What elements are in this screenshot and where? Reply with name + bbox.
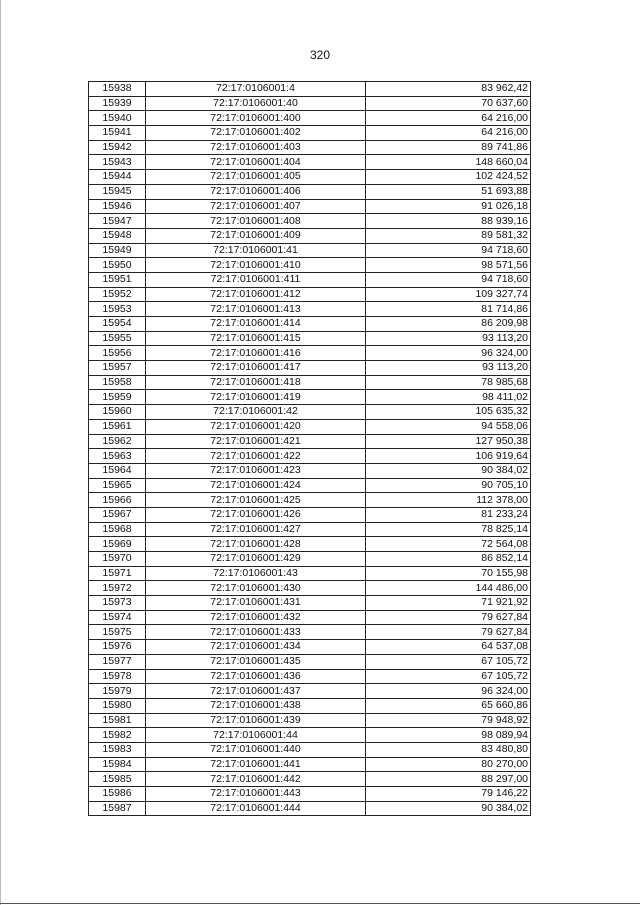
cadastral-value-cell: 90 705,10 [366, 478, 531, 493]
table-row [89, 82, 531, 97]
cadastral-number-cell: 72:17:0106001:419 [146, 390, 366, 405]
row-number-cell: 15955 [89, 331, 146, 346]
cadastral-value-cell: 112 378,00 [366, 493, 531, 508]
cadastral-number-cell: 72:17:0106001:411 [146, 272, 366, 287]
cadastral-value-cell: 90 384,02 [366, 801, 531, 816]
row-number-cell: 15980 [89, 698, 146, 713]
table-row [89, 243, 531, 258]
table-row [89, 96, 531, 111]
row-number-cell: 15964 [89, 463, 146, 478]
row-number-cell: 15977 [89, 654, 146, 669]
cadastral-value-cell: 89 581,32 [366, 228, 531, 243]
cadastral-number-cell: 72:17:0106001:422 [146, 449, 366, 464]
cadastral-value-cell: 89 741,86 [366, 140, 531, 155]
cadastral-number-cell: 72:17:0106001:416 [146, 346, 366, 361]
cadastral-number-cell: 72:17:0106001:431 [146, 596, 366, 611]
row-number-cell: 15963 [89, 449, 146, 464]
page-number: 320 [309, 48, 331, 62]
cadastral-number-cell: 72:17:0106001:418 [146, 375, 366, 390]
table-row [89, 728, 531, 743]
row-number-cell: 15976 [89, 640, 146, 655]
cadastral-number-cell: 72:17:0106001:438 [146, 698, 366, 713]
table-row [89, 640, 531, 655]
cadastral-number-cell: 72:17:0106001:432 [146, 610, 366, 625]
row-number-cell: 15983 [89, 742, 146, 757]
table-row [89, 507, 531, 522]
cadastral-number-cell: 72:17:0106001:423 [146, 463, 366, 478]
row-number-cell: 15967 [89, 507, 146, 522]
row-number-cell: 15944 [89, 170, 146, 185]
cadastral-number-cell: 72:17:0106001:414 [146, 317, 366, 332]
table-row [89, 772, 531, 787]
row-number-cell: 15949 [89, 243, 146, 258]
cadastral-number-cell: 72:17:0106001:412 [146, 287, 366, 302]
table-row [89, 669, 531, 684]
cadastral-number-cell: 72:17:0106001:417 [146, 361, 366, 376]
table-row [89, 566, 531, 581]
table-row [89, 317, 531, 332]
cadastral-number-cell: 72:17:0106001:427 [146, 522, 366, 537]
cadastral-value-cell: 98 089,94 [366, 728, 531, 743]
cadastral-number-cell: 72:17:0106001:424 [146, 478, 366, 493]
table-row [89, 170, 531, 185]
cadastral-value-cell: 79 146,22 [366, 787, 531, 802]
cadastral-value-cell: 94 718,60 [366, 243, 531, 258]
cadastral-number-cell: 72:17:0106001:404 [146, 155, 366, 170]
table-row [89, 111, 531, 126]
cadastral-number-cell: 72:17:0106001:420 [146, 419, 366, 434]
table-row [89, 199, 531, 214]
table-row [89, 302, 531, 317]
cadastral-number-cell: 72:17:0106001:441 [146, 757, 366, 772]
cadastral-number-cell: 72:17:0106001:439 [146, 713, 366, 728]
cadastral-value-cell: 98 411,02 [366, 390, 531, 405]
cadastral-number-cell: 72:17:0106001:430 [146, 581, 366, 596]
table-row [89, 596, 531, 611]
row-number-cell: 15982 [89, 728, 146, 743]
row-number-cell: 15962 [89, 434, 146, 449]
table-row [89, 434, 531, 449]
row-number-cell: 15987 [89, 801, 146, 816]
cadastral-value-cell: 98 571,56 [366, 258, 531, 273]
cadastral-number-cell: 72:17:0106001:421 [146, 434, 366, 449]
table-row [89, 757, 531, 772]
cadastral-value-cell: 81 714,86 [366, 302, 531, 317]
cadastral-value-cell: 64 537,08 [366, 640, 531, 655]
cadastral-number-cell: 72:17:0106001:43 [146, 566, 366, 581]
page-left-edge [0, 0, 1, 905]
cadastral-number-cell: 72:17:0106001:415 [146, 331, 366, 346]
row-number-cell: 15946 [89, 199, 146, 214]
row-number-cell: 15960 [89, 405, 146, 420]
cadastral-value-cell: 79 627,84 [366, 625, 531, 640]
row-number-cell: 15956 [89, 346, 146, 361]
table-row [89, 625, 531, 640]
table-row [89, 684, 531, 699]
cadastral-value-cell: 102 424,52 [366, 170, 531, 185]
table-row [89, 126, 531, 141]
row-number-cell: 15961 [89, 419, 146, 434]
cadastral-value-cell: 64 216,00 [366, 126, 531, 141]
cadastral-number-cell: 72:17:0106001:433 [146, 625, 366, 640]
cadastral-number-cell: 72:17:0106001:413 [146, 302, 366, 317]
row-number-cell: 15972 [89, 581, 146, 596]
table-row [89, 287, 531, 302]
table-row [89, 346, 531, 361]
table-row [89, 742, 531, 757]
table-row [89, 449, 531, 464]
table-row [89, 390, 531, 405]
cadastral-number-cell: 72:17:0106001:409 [146, 228, 366, 243]
page-bottom-edge [0, 903, 640, 904]
row-number-cell: 15981 [89, 713, 146, 728]
cadastral-value-cell: 86 209,98 [366, 317, 531, 332]
cadastral-number-cell: 72:17:0106001:437 [146, 684, 366, 699]
table-row [89, 272, 531, 287]
row-number-cell: 15953 [89, 302, 146, 317]
row-number-cell: 15943 [89, 155, 146, 170]
cadastral-number-cell: 72:17:0106001:444 [146, 801, 366, 816]
table-row [89, 537, 531, 552]
cadastral-value-cell: 70 637,60 [366, 96, 531, 111]
table-row [89, 522, 531, 537]
cadastral-value-cell: 127 950,38 [366, 434, 531, 449]
row-number-cell: 15959 [89, 390, 146, 405]
cadastral-value-cell: 65 660,86 [366, 698, 531, 713]
table-row [89, 405, 531, 420]
cadastral-value-table [88, 81, 531, 816]
cadastral-number-cell: 72:17:0106001:407 [146, 199, 366, 214]
cadastral-value-cell: 105 635,32 [366, 405, 531, 420]
cadastral-value-cell: 144 486,00 [366, 581, 531, 596]
cadastral-number-cell: 72:17:0106001:4 [146, 82, 366, 97]
cadastral-value-cell: 83 480,80 [366, 742, 531, 757]
cadastral-value-cell: 67 105,72 [366, 654, 531, 669]
cadastral-value-cell: 79 948,92 [366, 713, 531, 728]
table-row [89, 258, 531, 273]
row-number-cell: 15940 [89, 111, 146, 126]
table-row [89, 713, 531, 728]
table-row [89, 478, 531, 493]
cadastral-number-cell: 72:17:0106001:429 [146, 552, 366, 567]
cadastral-number-cell: 72:17:0106001:425 [146, 493, 366, 508]
row-number-cell: 15970 [89, 552, 146, 567]
cadastral-value-cell: 88 939,16 [366, 214, 531, 229]
cadastral-number-cell: 72:17:0106001:41 [146, 243, 366, 258]
table-row [89, 331, 531, 346]
row-number-cell: 15984 [89, 757, 146, 772]
row-number-cell: 15979 [89, 684, 146, 699]
cadastral-number-cell: 72:17:0106001:440 [146, 742, 366, 757]
cadastral-value-cell: 80 270,00 [366, 757, 531, 772]
row-number-cell: 15973 [89, 596, 146, 611]
table-row [89, 801, 531, 816]
cadastral-value-cell: 86 852,14 [366, 552, 531, 567]
table-row [89, 463, 531, 478]
row-number-cell: 15951 [89, 272, 146, 287]
cadastral-value-cell: 94 718,60 [366, 272, 531, 287]
cadastral-value-cell: 94 558,06 [366, 419, 531, 434]
cadastral-value-cell: 64 216,00 [366, 111, 531, 126]
cadastral-value-cell: 93 113,20 [366, 331, 531, 346]
cadastral-number-cell: 72:17:0106001:442 [146, 772, 366, 787]
cadastral-value-cell: 90 384,02 [366, 463, 531, 478]
cadastral-number-cell: 72:17:0106001:44 [146, 728, 366, 743]
row-number-cell: 15941 [89, 126, 146, 141]
table-row [89, 493, 531, 508]
row-number-cell: 15986 [89, 787, 146, 802]
row-number-cell: 15968 [89, 522, 146, 537]
cadastral-value-cell: 79 627,84 [366, 610, 531, 625]
cadastral-number-cell: 72:17:0106001:436 [146, 669, 366, 684]
cadastral-value-cell: 91 026,18 [366, 199, 531, 214]
cadastral-value-cell: 88 297,00 [366, 772, 531, 787]
cadastral-number-cell: 72:17:0106001:443 [146, 787, 366, 802]
row-number-cell: 15966 [89, 493, 146, 508]
row-number-cell: 15938 [89, 82, 146, 97]
cadastral-value-cell: 70 155,98 [366, 566, 531, 581]
cadastral-value-cell: 51 693,88 [366, 184, 531, 199]
row-number-cell: 15947 [89, 214, 146, 229]
cadastral-value-cell: 67 105,72 [366, 669, 531, 684]
row-number-cell: 15954 [89, 317, 146, 332]
cadastral-value-cell: 83 962,42 [366, 82, 531, 97]
table-row [89, 654, 531, 669]
cadastral-number-cell: 72:17:0106001:426 [146, 507, 366, 522]
cadastral-value-cell: 96 324,00 [366, 346, 531, 361]
table-row [89, 140, 531, 155]
row-number-cell: 15945 [89, 184, 146, 199]
row-number-cell: 15942 [89, 140, 146, 155]
cadastral-number-cell: 72:17:0106001:410 [146, 258, 366, 273]
row-number-cell: 15969 [89, 537, 146, 552]
row-number-cell: 15974 [89, 610, 146, 625]
cadastral-number-cell: 72:17:0106001:400 [146, 111, 366, 126]
row-number-cell: 15985 [89, 772, 146, 787]
cadastral-value-cell: 109 327,74 [366, 287, 531, 302]
table-body [89, 82, 531, 816]
table-row [89, 419, 531, 434]
table-row [89, 375, 531, 390]
table-row [89, 552, 531, 567]
cadastral-number-cell: 72:17:0106001:403 [146, 140, 366, 155]
table-row [89, 228, 531, 243]
row-number-cell: 15952 [89, 287, 146, 302]
cadastral-number-cell: 72:17:0106001:434 [146, 640, 366, 655]
row-number-cell: 15939 [89, 96, 146, 111]
cadastral-number-cell: 72:17:0106001:42 [146, 405, 366, 420]
row-number-cell: 15975 [89, 625, 146, 640]
table-row [89, 610, 531, 625]
table-row [89, 581, 531, 596]
table-row [89, 214, 531, 229]
row-number-cell: 15965 [89, 478, 146, 493]
cadastral-value-cell: 106 919,64 [366, 449, 531, 464]
row-number-cell: 15950 [89, 258, 146, 273]
row-number-cell: 15971 [89, 566, 146, 581]
cadastral-number-cell: 72:17:0106001:405 [146, 170, 366, 185]
cadastral-value-cell: 71 921,92 [366, 596, 531, 611]
cadastral-value-cell: 96 324,00 [366, 684, 531, 699]
cadastral-number-cell: 72:17:0106001:402 [146, 126, 366, 141]
table-row [89, 184, 531, 199]
table-row [89, 787, 531, 802]
cadastral-number-cell: 72:17:0106001:406 [146, 184, 366, 199]
table-row [89, 155, 531, 170]
table-row [89, 361, 531, 376]
cadastral-value-cell: 81 233,24 [366, 507, 531, 522]
row-number-cell: 15978 [89, 669, 146, 684]
cadastral-number-cell: 72:17:0106001:428 [146, 537, 366, 552]
cadastral-number-cell: 72:17:0106001:40 [146, 96, 366, 111]
row-number-cell: 15958 [89, 375, 146, 390]
table-row [89, 698, 531, 713]
cadastral-value-cell: 78 985,68 [366, 375, 531, 390]
cadastral-value-cell: 148 660,04 [366, 155, 531, 170]
cadastral-value-cell: 72 564,08 [366, 537, 531, 552]
cadastral-value-cell: 78 825,14 [366, 522, 531, 537]
row-number-cell: 15957 [89, 361, 146, 376]
cadastral-number-cell: 72:17:0106001:435 [146, 654, 366, 669]
row-number-cell: 15948 [89, 228, 146, 243]
cadastral-value-cell: 93 113,20 [366, 361, 531, 376]
cadastral-number-cell: 72:17:0106001:408 [146, 214, 366, 229]
